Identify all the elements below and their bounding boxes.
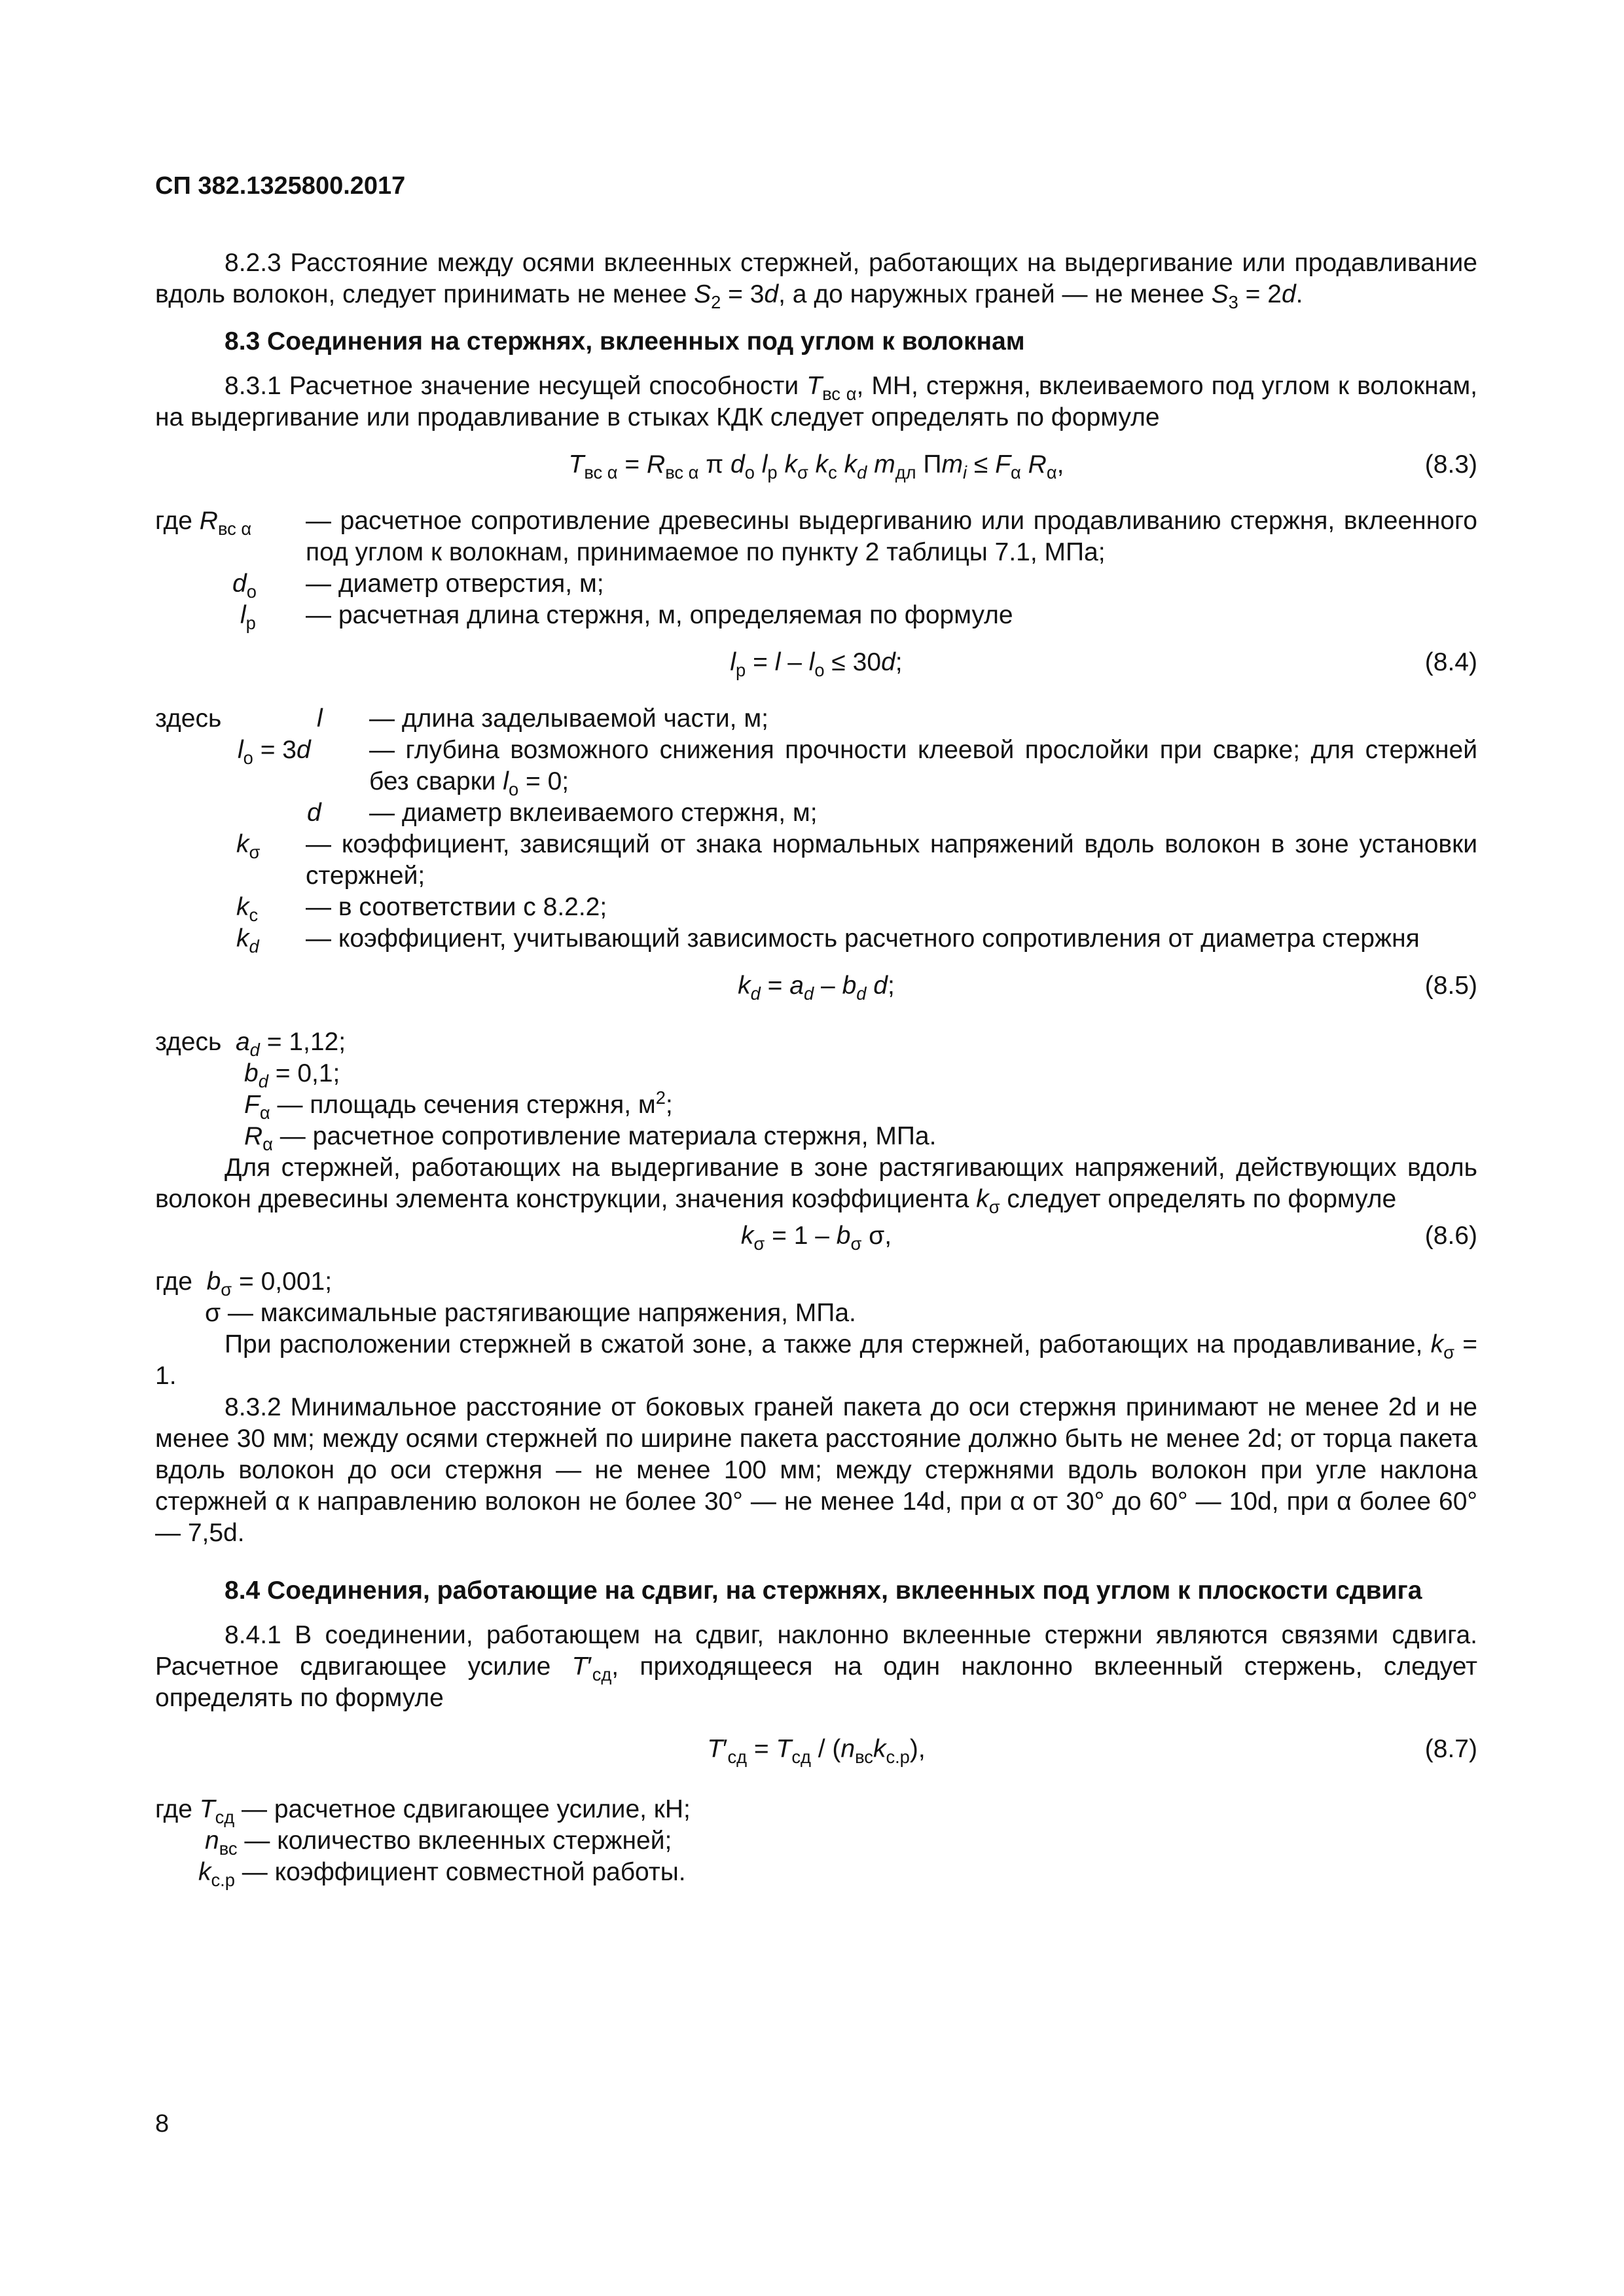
formula-8-5 (155, 970, 1477, 1008)
definition-kd: — коэффициент, учитывающий зависимость расчетного сопротивления от диаметра стержня (306, 924, 1420, 953)
definitions-8-5: здесь $a_d = 1,12$; $b_d = 0,1$; $F_\alpha$ — площадь сечения стержня, $м^2$; $R_\alpha$ — расчетное сопротивление материала стержня, МПа. (155, 1028, 937, 1154)
definition-ksr: — коэффициент совместной работы. (242, 1858, 686, 1886)
formula-8-7-expression: $T'_{сд} = T_{сд} / (n_{вс}k_{с.р})$, (707, 1735, 926, 1767)
formula-8-6-expression: $k_\sigma = 1 - b_\sigma$ σ, (740, 1222, 892, 1254)
definition-ks: — коэффициент, зависящий от знака нормальных напряжений вдоль волокон в зоне установки стержней; (306, 830, 1477, 890)
paragraph-8-3-2: 8.3.2 Минимальное расстояние от боковых граней пакета до оси стержня принимают не менее 2d и не менее 30 мм; между осями стержней по ширине пакета расстояние должно быть не менее 2d; от торца пакета вдоль волокон до оси стержня — не менее 100 мм; между стержнями вдоль волокон при угле наклона стержней α к направлению волокон не более 30° — не менее 14d, при α от 30° до 60° — 10d, при α более 60° — 7,5d. (155, 1393, 1477, 1547)
page-body (155, 247, 1477, 1888)
formula-8-7 (155, 1734, 1477, 1772)
equation-number-8-6: (8.6) (1424, 1222, 1477, 1250)
definition-d: — диаметр вклеиваемого стержня, м; (369, 799, 818, 827)
definition-do: — диаметр отверстия, м; (306, 570, 604, 598)
page-number: 8 (155, 2110, 170, 2138)
paragraph-ks-formula: Для стержней, работающих на выдергивание в зоне растягивающих напряжений, действующих вдоль волокон древесины элемента конструкции, значения коэффициента $k_\sigma$ следует определять по формуле (155, 1154, 1477, 1217)
formula-8-6 (155, 1220, 1477, 1258)
definition-bd: = 0,1; (275, 1059, 340, 1087)
section-heading-8-4: 8.4 Соединения, работающие на сдвиг, на стержнях, вклеенных под углом к плоскости сдвига (225, 1576, 1422, 1605)
definition-Tsd: — расчетное сдвигающее усилие, кН; (242, 1795, 691, 1823)
paragraph-8-3-1: 8.3.1 Расчетное значение несущей способности $T_{вс \alpha}$, МН, стержня, вклеиваемого под углом к волокнам, на выдергивание или продавливание в стыках КДК следует определять по формуле (155, 372, 1478, 431)
definition-lp: — расчетная длина стержня, м, определяемая по формуле (306, 601, 1013, 629)
definition-sigma: — максимальные растягивающие напряжения, МПа. (227, 1299, 856, 1327)
definition-l: — длина заделываемой части, м; (369, 704, 768, 733)
document-code: СП 382.1325800.2017 (155, 172, 406, 200)
paragraph-compression-zone: При расположении стержней в сжатой зоне, а также для стержней, работающих на продавливание, $k_\sigma = 1$. (155, 1330, 1477, 1390)
paragraph-8-4-1: 8.4.1 В соединении, работающем на сдвиг, наклонно вклеенные стержни являются связями сдвига. Расчетное сдвигающее усилие $T'_{сд}$, приходящееся на один наклонно вклеенный стержень, следует определять по формуле (155, 1621, 1477, 1712)
paragraph-8-2-3: 8.2.3 Расстояние между осями вклеенных стержней, работающих на выдергивание или продавливание вдоль волокон, следует принимать не менее $S_2 = 3d$, а до наружных граней — не менее $S_3 = 2d$. (155, 249, 1477, 312)
definitions-8-4: здесь l — длина заделываемой части, м; $l_о = 3d$ — глубина возможного снижения прочности клеевой прослойки при сварке; для стержней без сварки $l_о = 0$; d — диаметр вклеиваемого стержня, м; $k_\sigma$ — коэффициент, зависящий от знака нормальных напряжений вдоль волокон в зоне установки стержней; $k_с$ — в соответствии с 8.2.2; $k_d$ — коэффициент, учитывающий зависимость расчетного сопротивления от диаметра стержня (155, 704, 1477, 957)
definition-bs: = 0,001; (239, 1267, 333, 1296)
formula-8-3 (155, 449, 1477, 487)
definition-kc: — в соответствии с 8.2.2; (306, 893, 607, 921)
equation-number-8-3: (8.3) (1424, 450, 1477, 479)
definitions-8-6: где $b_\sigma = 0,001$; σ — максимальные растягивающие напряжения, МПа. (155, 1267, 856, 1327)
definition-lo: — глубина возможного снижения прочности клеевой прослойки при сварке; для стержней без сварки $l_о = 0$; (369, 736, 1477, 799)
definition-Ra: — расчетное сопротивление материала стержня, МПа. (280, 1122, 937, 1150)
definition-R: — расчетное сопротивление древесины выдергиванию или продавливанию стержня, вклеенного под углом к волокнам, принимаемое по пункту 2 таблицы 7.1, МПа; (306, 507, 1477, 566)
equation-number-8-4: (8.4) (1424, 648, 1477, 676)
equation-number-8-7: (8.7) (1424, 1735, 1477, 1763)
section-heading-8-3: 8.3 Соединения на стержнях, вклеенных под углом к волокнам (225, 327, 1025, 355)
formula-8-4-expression: $l_р = l - l_о \le 30d$; (730, 648, 903, 680)
definition-ad: = 1,12; (266, 1028, 346, 1056)
formula-8-3-expression: $T_{вс \alpha} = R_{вс \alpha}$ π $d_о$ $l_р$ $k_\sigma$ $k_с$ $k_d$ $m_{дл}$ $\Pi m_i \le F_\alpha$ $R_\alpha$, (568, 450, 1064, 483)
definition-F: — площадь сечения стержня, $м^2$; (277, 1087, 673, 1119)
definition-nvs: — количество вклеенных стержней; (244, 1827, 672, 1855)
definitions-8-3: где $R_{вс \alpha}$ — расчетное сопротивление древесины выдергиванию или продавливанию стержня, вклеенного под углом к волокнам, принимаемое по пункту 2 таблицы 7.1, МПа; $d_о$ — диаметр отверстия, м; $l_р$ — расчетная длина стержня, м, определяемая по формуле (155, 507, 1477, 633)
equation-number-8-5: (8.5) (1424, 972, 1477, 1000)
definitions-8-7: где $T_{сд}$ — расчетное сдвигающее усилие, кН; $n_{вс}$ — количество вклеенных стержней; $k_{с.р}$ — коэффициент совместной работы. (155, 1795, 691, 1890)
formula-8-5-expression: $k_d = a_d - b_d$ d; (738, 972, 895, 1004)
formula-8-4 (155, 647, 1477, 685)
